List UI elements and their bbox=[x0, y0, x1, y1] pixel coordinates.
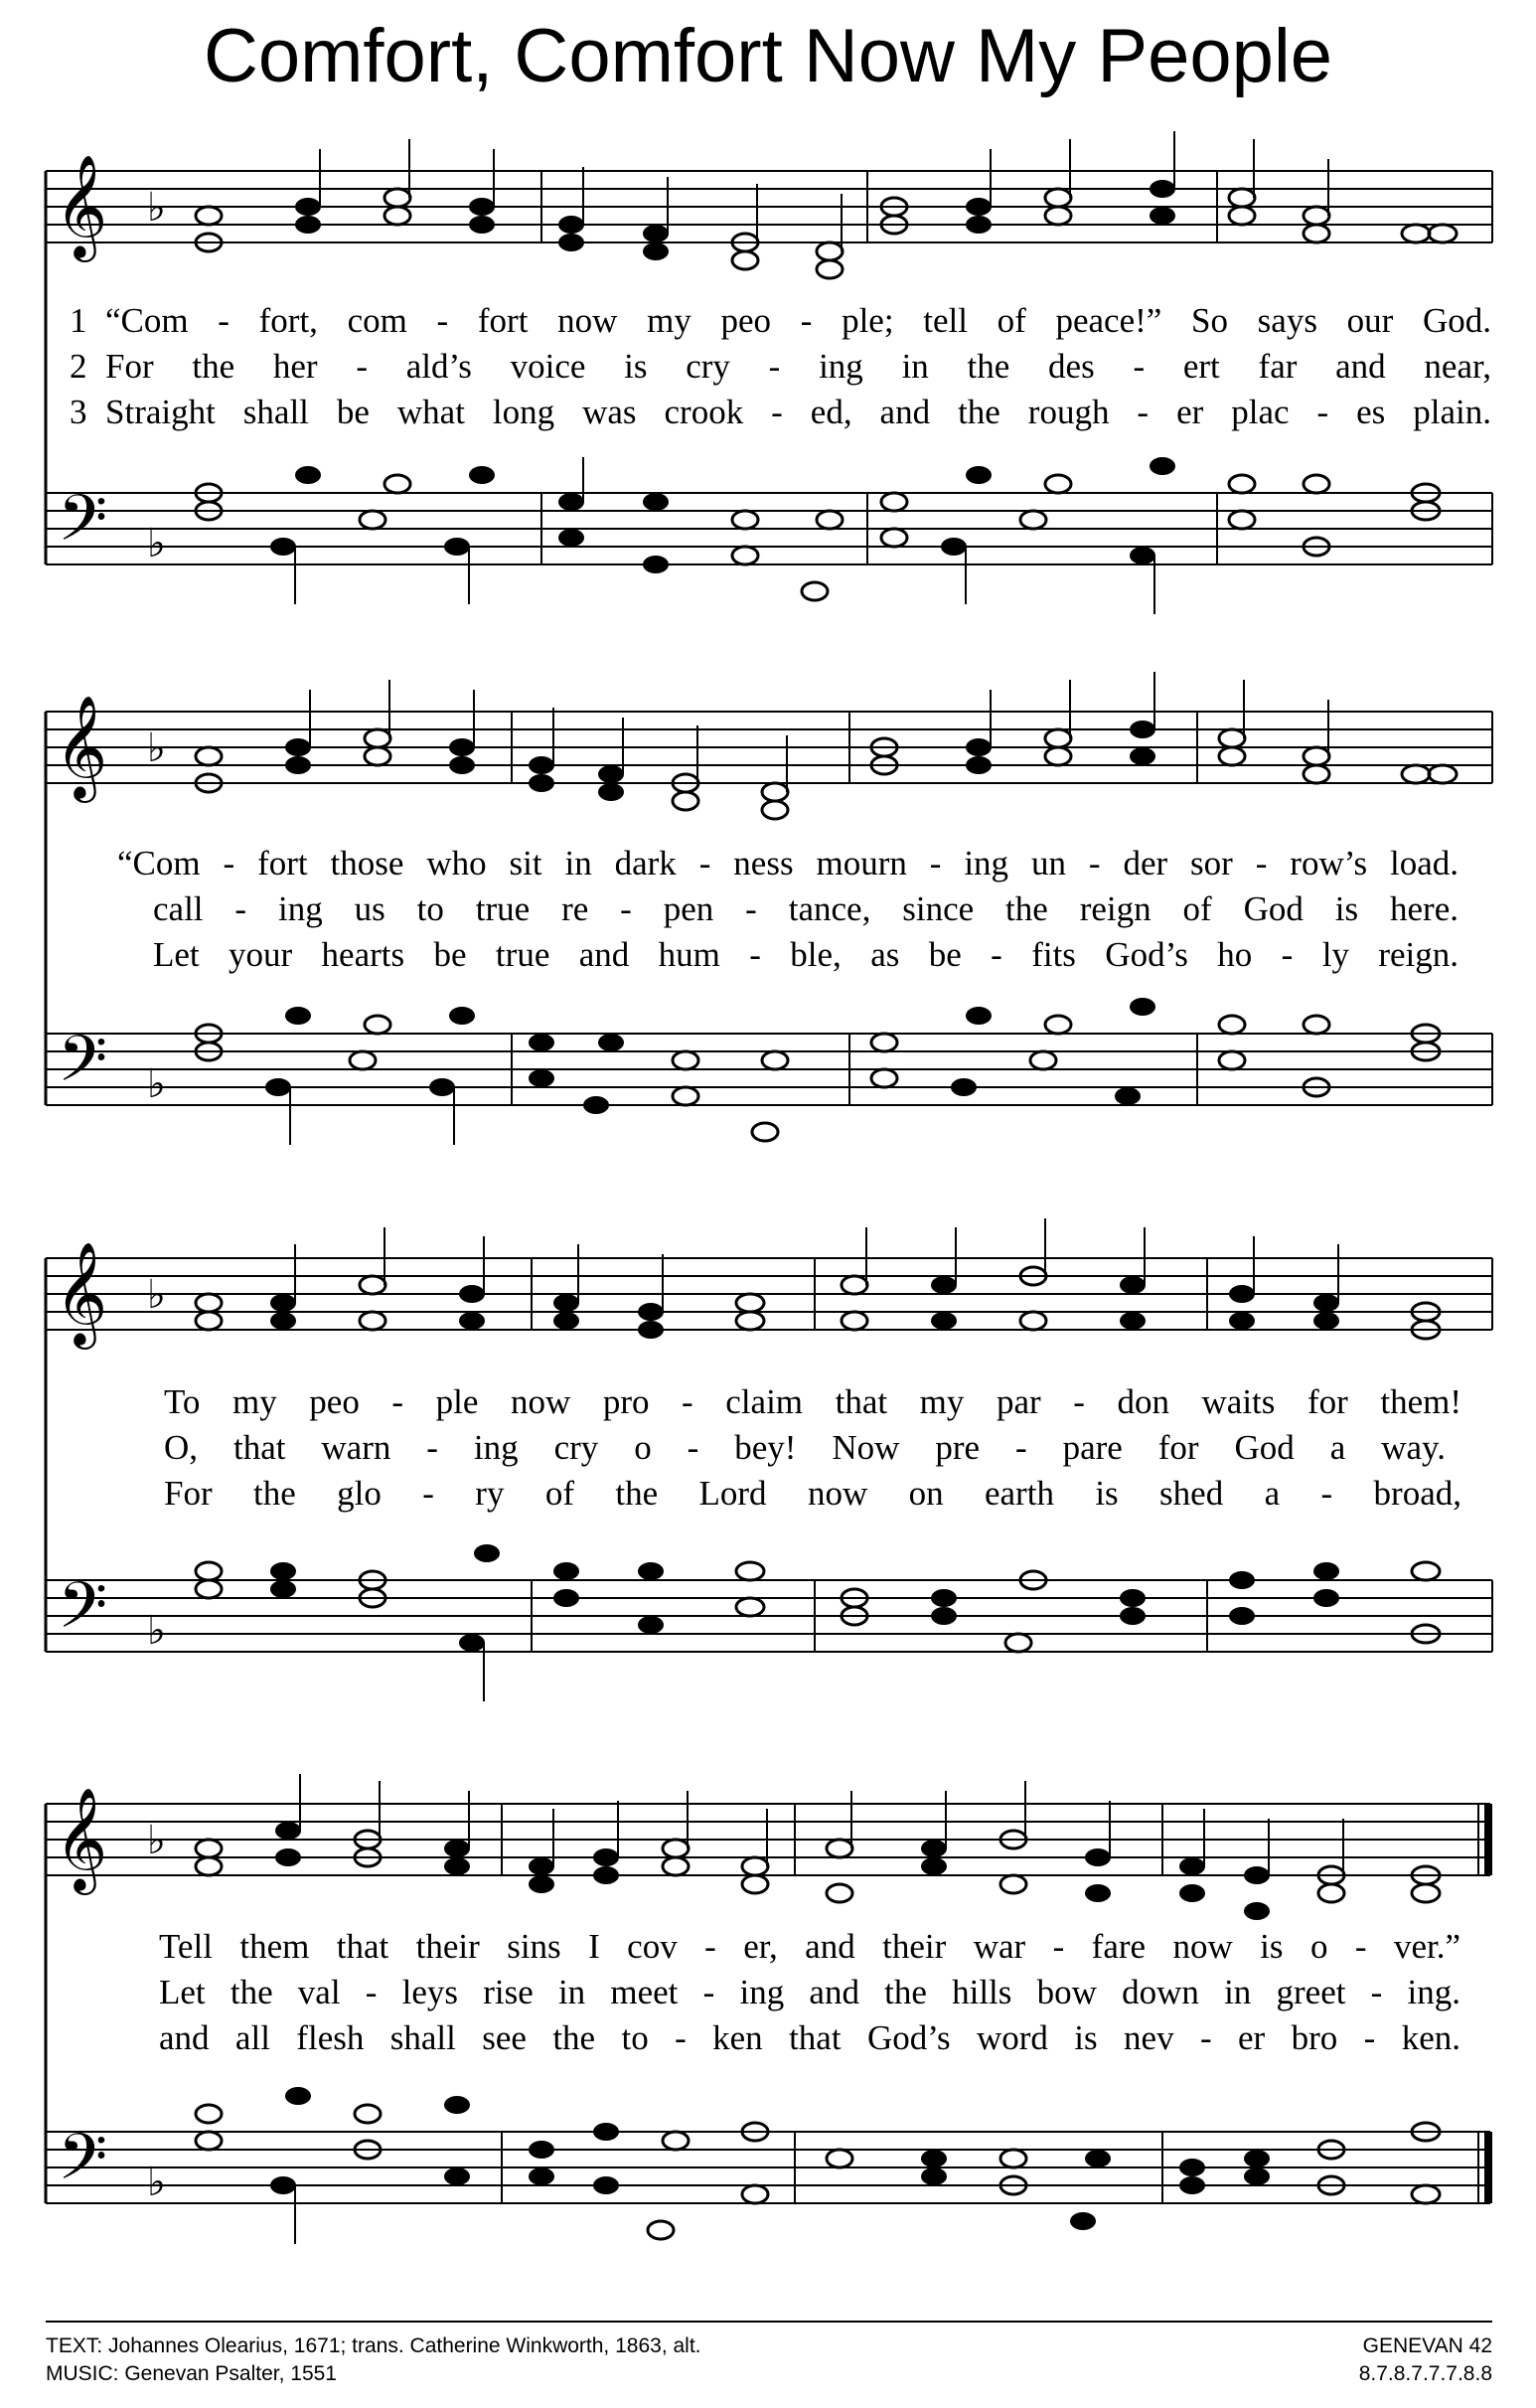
final-barline bbox=[1484, 1804, 1492, 1875]
flat-key-signature-icon: ♭ bbox=[147, 521, 166, 566]
lyric-line bbox=[117, 932, 1459, 978]
treble-notes-3 bbox=[196, 1218, 1440, 1339]
bass-notes-3 bbox=[196, 1544, 1440, 1701]
footer-divider bbox=[46, 2321, 1492, 2323]
bass-staff-2 bbox=[46, 1034, 1492, 1105]
treble-clef-icon: 𝄞 bbox=[55, 154, 108, 258]
treble-staff-3 bbox=[46, 1258, 1492, 1330]
treble-clef-icon: 𝄞 bbox=[55, 1787, 108, 1891]
lyric-line bbox=[70, 298, 1491, 344]
lyric-line bbox=[117, 841, 1459, 886]
treble-notes-4 bbox=[196, 1774, 1440, 1920]
verse-number: 3 bbox=[70, 393, 87, 431]
flat-key-signature-icon: ♭ bbox=[147, 1608, 166, 1654]
bass-clef-icon: 𝄢 bbox=[58, 1023, 108, 1112]
lyric-line bbox=[164, 1425, 1461, 1471]
lyric-text: and all flesh shall see the to - ken that God’s word is nev - er bro - ken. bbox=[159, 2018, 1460, 2057]
treble-clef-icon: 𝄞 bbox=[55, 1241, 108, 1346]
verse-number: 2 bbox=[70, 347, 87, 386]
bass-clef-icon: 𝄢 bbox=[58, 2121, 108, 2210]
bass-notes-2 bbox=[196, 998, 1440, 1145]
flat-key-signature-icon: ♭ bbox=[147, 1818, 166, 1863]
bass-clef-icon: 𝄢 bbox=[58, 482, 108, 571]
text-credit: TEXT: Johannes Olearius, 1671; trans. Catherine Winkworth, 1863, alt. bbox=[46, 2334, 701, 2357]
treble-notes-1 bbox=[196, 131, 1457, 278]
lyric-text: Straight shall be what long was crook - ed, and the rough - er plac - es plain. bbox=[105, 393, 1491, 431]
lyrics-system-3 bbox=[164, 1379, 1461, 1517]
tune-name: GENEVAN 42 bbox=[1362, 2334, 1492, 2357]
lyric-text: For the glo - ry of the Lord now on earth is shed a - broad, bbox=[164, 1474, 1461, 1513]
lyric-text: Tell them that their sins I cov - er, and their war - fare now is o - ver.” bbox=[159, 1927, 1460, 1966]
lyric-line bbox=[70, 344, 1491, 390]
lyric-line bbox=[70, 390, 1491, 435]
treble-staff-2 bbox=[46, 712, 1492, 783]
lyric-line bbox=[164, 1471, 1461, 1517]
music-credit: MUSIC: Genevan Psalter, 1551 bbox=[46, 2362, 337, 2385]
lyric-text: To my peo - ple now pro - claim that my par - don waits for them! bbox=[164, 1382, 1461, 1421]
flat-key-signature-icon: ♭ bbox=[147, 1272, 166, 1318]
bass-staff-1 bbox=[46, 493, 1492, 564]
lyric-text: O, that warn - ing cry o - bey! Now pre - pare for God a way. bbox=[164, 1428, 1446, 1467]
lyric-line bbox=[159, 2015, 1460, 2061]
verse-number: 1 bbox=[70, 301, 87, 340]
final-barline bbox=[1484, 2132, 1492, 2203]
flat-key-signature-icon: ♭ bbox=[147, 725, 166, 771]
lyric-text: “Com - fort those who sit in dark - ness mourn - ing un - der sor - row’s load. bbox=[117, 844, 1459, 883]
treble-notes-2 bbox=[196, 672, 1457, 819]
lyric-text: “Com - fort, com - fort now my peo - ple; tell of peace!” So says our God. bbox=[105, 301, 1491, 340]
lyric-line bbox=[159, 1970, 1460, 2015]
bass-notes-1 bbox=[196, 457, 1440, 614]
lyric-line bbox=[164, 1379, 1461, 1425]
flat-key-signature-icon: ♭ bbox=[147, 2160, 166, 2205]
flat-key-signature-icon: ♭ bbox=[147, 185, 166, 231]
treble-staff-4 bbox=[46, 1804, 1490, 1875]
bass-clef-icon: 𝄢 bbox=[58, 1569, 108, 1659]
lyric-text: Let your hearts be true and hum - ble, as be - fits God’s ho - ly reign. bbox=[153, 935, 1459, 974]
hymn-title: Comfort, Comfort Now My People bbox=[203, 14, 1333, 98]
lyric-line bbox=[117, 886, 1459, 932]
bass-notes-4 bbox=[196, 2087, 1440, 2244]
lyric-line bbox=[159, 1924, 1460, 1970]
lyrics-system-1 bbox=[70, 298, 1491, 435]
meter: 8.7.8.7.7.7.8.8 bbox=[1358, 2362, 1492, 2385]
treble-clef-icon: 𝄞 bbox=[55, 695, 108, 799]
lyric-text: Let the val - leys rise in meet - ing and the hills bow down in greet - ing. bbox=[159, 1973, 1460, 2011]
lyrics-system-4 bbox=[159, 1924, 1460, 2061]
treble-staff-1 bbox=[46, 171, 1492, 242]
lyric-text: call - ing us to true re - pen - tance, since the reign of God is here. bbox=[153, 889, 1459, 928]
lyrics-system-2 bbox=[117, 841, 1459, 978]
bass-staff-4 bbox=[46, 2132, 1490, 2203]
lyric-text: For the her - ald’s voice is cry - ing in the des - ert far and near, bbox=[105, 347, 1491, 386]
bass-staff-3 bbox=[46, 1580, 1492, 1652]
flat-key-signature-icon: ♭ bbox=[147, 1061, 166, 1107]
